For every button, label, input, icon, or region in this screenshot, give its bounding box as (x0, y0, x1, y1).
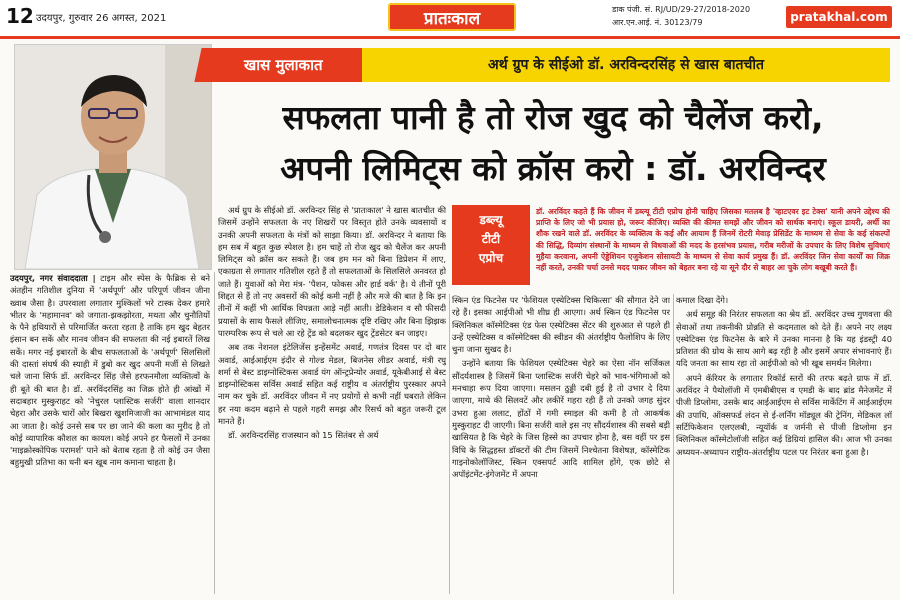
portrait-illustration (15, 45, 211, 269)
callout-text: डॉ. अरविंदर कहते हैं कि जीवन में डब्ल्यू टीटी एप्रोच होनी चाहिए जिसका मतलब है 'व्हाटएवर इट टेक्स' यानी अपने उद्देश्य की प्राप्ति के लिए जो भी प्रयास हो, जरूर कीजिए। व्यक्ति की कीमत समझें और जीवन को सार्थक बनाएं। स्कूल डायरी, अर्थी का शौक रखने वाले डॉ. अरविंदर के व्यक्तित्व के कई और आयाम हैं जिनमें रोटरी मेवाड़ प्रेसिडेंट के माध्यम से सेवा के कई संकल्पों की सिद्धि, दिव्यांग संस्थानों के माध्यम से विधवाओं की मदद के हरसंभव प्रयास, गरीब मरीजों के उपचार के लिए विशेष सुविधाएं मुहैया करवाना, अपनी ऐड्डेशियन एजुकेशन सोसायटी के माध्यम से सेवा कार्य प्रमुख हैं। डॉ. अरविंदर जिन सेवा कार्यों का जिक्र नहीं करते, उनकी चर्चा उनसे मदद पाकर जीवन को बेहतर बना रहे या सूने दौर से बाहर आ चुके लोग बखूबी करते हैं। (536, 207, 890, 273)
column-paragraph (10, 272, 210, 469)
article-column-3 (452, 294, 670, 594)
article-column-4 (676, 294, 892, 594)
postal-registration: डाक पंजी. सं. RJ/UD/29-27/2018-2020 (612, 5, 751, 14)
dateline: उदयपुर, गुरुवार 26 अगस्त, 2021 (36, 13, 167, 24)
page-number: 12 (6, 4, 34, 28)
portrait-photo (14, 44, 212, 270)
column-paragraph: स्किन एंड फिटनेस पर 'फेशियल एस्थेटिक्स चिकित्सा' की सौगात देने जा रहे हैं। इसका आईपीओ भी शीघ्र ही आएगा। अर्थ स्किन एंड फिटनेस पर क्लिनिकल कॉस्मेटिक्स एंड फेस एस्थेटिक्स सेंटर की शुरुआत से पहले ही उन्हें एस्थेटिक्स व कॉस्मेटिक्स की स्वीडन की अंतर्राष्ट्रीय फैलोशिप के लिए चुना जाना सुखद है। (452, 295, 670, 355)
callout-tag (452, 205, 530, 285)
column-divider (449, 294, 450, 594)
column-paragraph: अब तक नेशनल इंटेलिजेंस इन्हेंसमेंट अवार्ड, गणतंत्र दिवस पर दो बार अवार्ड, आईआईएम इंदौर से गोल्ड मेडल, बिजनेस लीडर अवार्ड, मंत्री रघु शर्मा से बेस्ट डाइग्नोस्टिकस अवार्ड यंग ऑन्ट्रप्रेन्योर अवार्ड, यूकेबीआई से बेस्ट डाइग्नोस्टिकस सर्विस अवार्ड सहित कई राष्ट्रीय व अंतर्राष्ट्रीय पुरस्कार अपने नाम कर चुके डॉ. अरविंदर जीवन में नए प्रयोगों से कभी नहीं घबराते लेकिन हर नया कदम बढ़ाने से पहले गहरी समझ और रिसर्च को बहुत जरूरी टूल मानते हैं। (218, 342, 446, 427)
column-paragraph: अर्थ ग्रुप के सीईओ डॉ. अरविन्दर सिंह से 'प्रातःकाल' ने खास बातचीत की जिसमें उन्होंने सफलता के नए शिखरों पर विस्तृत होते उनके व्यवसायों व उनकी अपनी सफलता के मंत्रों को साझा किया। डॉ. अरविन्दर ने बताया कि हम सब में बहुत कुछ स्पेशल है। हम चाहें तो रोज खुद को चैलेंज कर अपनी लिमिट्स को क्रॉस कर सकते हैं। जब हम मन को बिना डिप्रेशन में लाए, एकाग्रता से लगातार गतिशील रहते हैं तो सफलताओं के सिलसिले अनवरत हो जाते हैं। युवाओं को मेरा मंत्र- 'पैशन, फोकस और हार्ड वर्क' है। ये तीनों पूरी शिद्दत से हैं तो नए अवसरों की कोई कमी नहीं है और मजे की बात है कि इन तीनों में कहीं भी आर्थिक विपन्नता आड़े नहीं आती। डेडिकेशन व सौ फीसदी प्रयासों के साथ फैसले लीजिए, समालोचनात्मक दृष्टि रखिए और बिना झिझक पारम्परिक रूप से चले आ रहे ट्रेंड को बदलकर खुद ट्रेंडसेटर बन जाइए। (218, 205, 446, 338)
article-column-2 (218, 204, 446, 594)
section-badge (194, 48, 371, 82)
column-divider (673, 294, 674, 594)
column-paragraph: अपने कॅरियर के लगातार रिकॉर्ड स्तरों की तरफ बढ़ते ग्राफ में डॉ. अरविंदर ने पैथोलॉजी में एमबीबीएस व एमडी के बाद ब्रांड मैनेजमेंट में पीजी डिप्लोमा, उसके बाद आईआईएम से सर्विस मार्केटिंग में आईआईएम की उपाधि, ऑक्सफर्ड लंदन से ई-लर्निंग मॉड्यूल की ट्रेनिंग, मेडिकल लॉ सर्टिफिकेशन एलएलबी, न्यूयॉर्क व जर्मनी से पीजी डिप्लोमा इन क्लिनिकल कॉस्मेटोलॉजी सहित कई डिग्रियां हासिल की। आज भी उनका अध्ययन-अध्यापन राष्ट्रीय-अंतर्राष्ट्रीय पटल पर निरंतर बना हुआ है। (676, 372, 892, 457)
column-paragraph: उन्होंने बताया कि फेशियल एस्थेटिक्स चेहरे का ऐसा नॉन सर्जिकल सौंदर्यशास्त्र है जिसमें बिना प्लास्टिक सर्जरी चेहरे को भाव-भंगिमाओं को मनचाहा रूप दिया जाएगा। मसलन ठुड्डी दबी हुई है तो उभार दे दिया जाएगा, माथे की सिलवटें और लकीरें गहरा रही हैं तो उनको जगह सुंदर उभरा हुआ ललाट, होंठों में गमी स्माइल की कमी है तो आकर्षक मुस्कुराहट दी जाएगी। बिना सर्जरी वाले इस नए सौंदर्यशास्त्र की सबसे बड़ी खासियत है कि चेहरे के जिस हिस्से का उपचार होना है, बस वहीं पर इस विधि के सिद्धहस्त डॉक्टरों की टीम जिसमें निश्चेतना विशेषज्ञ, कॉस्मेटिक गाइनोकोलॉजिस्ट, स्किन एक्सपर्ट आदि शामिल होंगे, एक छोटे से अपॉइंटमेंट-इंगेजमेंट में अपना (452, 358, 670, 480)
headline-line-2: अपनी लिमिट्स को क्रॉस करो : डॉ. अरविन्दर (280, 149, 826, 188)
newspaper-masthead-logo: प्रातःकाल (388, 3, 516, 31)
column-paragraph: कमाल दिखा देंगे। (676, 295, 729, 305)
headline-line-1: सफलता पानी है तो रोज खुद को चैलेंज करो, (282, 98, 824, 137)
article-subheadline: अर्थ ग्रुप के सीईओ डॉ. अरविन्दरसिंह से खास बातचीत (362, 48, 890, 82)
paragraph-text: टाइम और स्पेस के फैब्रिक से बने अंतहीन गतिशील दुनिया में 'अर्थपूर्ण' और परिपूर्ण जीवन जीना ख्वाब जैसा है। उपरवाला लगातार मुश्किलों भरे टास्क देकर हमारे भीतर के 'महामानव' को जगाता-झकझोरता, मथता और चुनौतियों के पैने हथियारों से परिमार्जित करता रहता है ताकि हम खुद बेहतर इंसान बन सकें और मानव जीवन की सफलता की नई इबारतें लिख सकें। मगर नई इबारतों के बीच सफलताओं के 'अर्थपूर्ण' सिलसिलों की दास्तां संघर्ष की स्याही में डुबो कर खुद अपनी मर्जी से लिखते चले जाना सिर्फ डॉ. अरविन्दर सिंह जैसे हरफनमौला व्यक्तित्वों के ही बूते की बात है। डॉ. अरविंदरसिंह का जिक्र होते ही आंखों में सदाबहार मुस्कुराहट को 'नेचुरल प्लास्टिक सर्जरी' वाला शानदार चेहरा और उसके चारों ओर बिखरा खुशमिजाजी का आभामंडल याद आ जाता है। कोई उनसे सब पर छा जाने की कला का मुरीद है तो कोई व्यापारिक कौशल का कायल। कोई अपने हर फैसलों में उनका 'माइक्रोस्कोपिक परामर्श' पाने को बेताब रहता है तो कोई उन जैसा बहुमुखी प्रतिभा का धनी बन खूब नाम कमाना चाहता है। (10, 273, 210, 468)
callout-tag-line: टीटी (481, 232, 501, 246)
column-paragraph: डॉ. अरविन्दरसिंह राजस्थान को 15 सितंबर से अर्थ (228, 430, 379, 441)
callout-tag-line: डब्ल्यू (479, 213, 503, 227)
column-divider (214, 272, 215, 594)
column-paragraph: अर्थ समूह की निरंतर सफलता का श्रेय डॉ. अरविंदर उच्च गुणवत्ता की सेवाओं तथा तकनीकी प्रोन्नति से कदमताल को देते हैं। अपने नए लक्ष्य एस्थेटिक्स एंड फिटनेस के बारे में उनका मानना है कि यह इंडस्ट्री 40 प्रतिशत की ग्रोथ के साथ आगे बढ़ रही है और इसमें अपार संभावनाएं हैं। यदि जनता का साथ रहा तो आईपीओ को भी खूब समर्थन मिलेगा। (676, 309, 892, 369)
callout-tag-line: एप्रोच (478, 251, 504, 265)
rni-number: आर.एन.आई. नं. 30123/79 (612, 18, 703, 27)
website-link[interactable]: pratakhal.com (786, 6, 892, 28)
article-column-1 (10, 272, 210, 594)
section-badge-label: खास मुलाकात (243, 56, 323, 74)
dateline-lead: उदयपुर, नगर संवाददाता | (10, 273, 96, 283)
